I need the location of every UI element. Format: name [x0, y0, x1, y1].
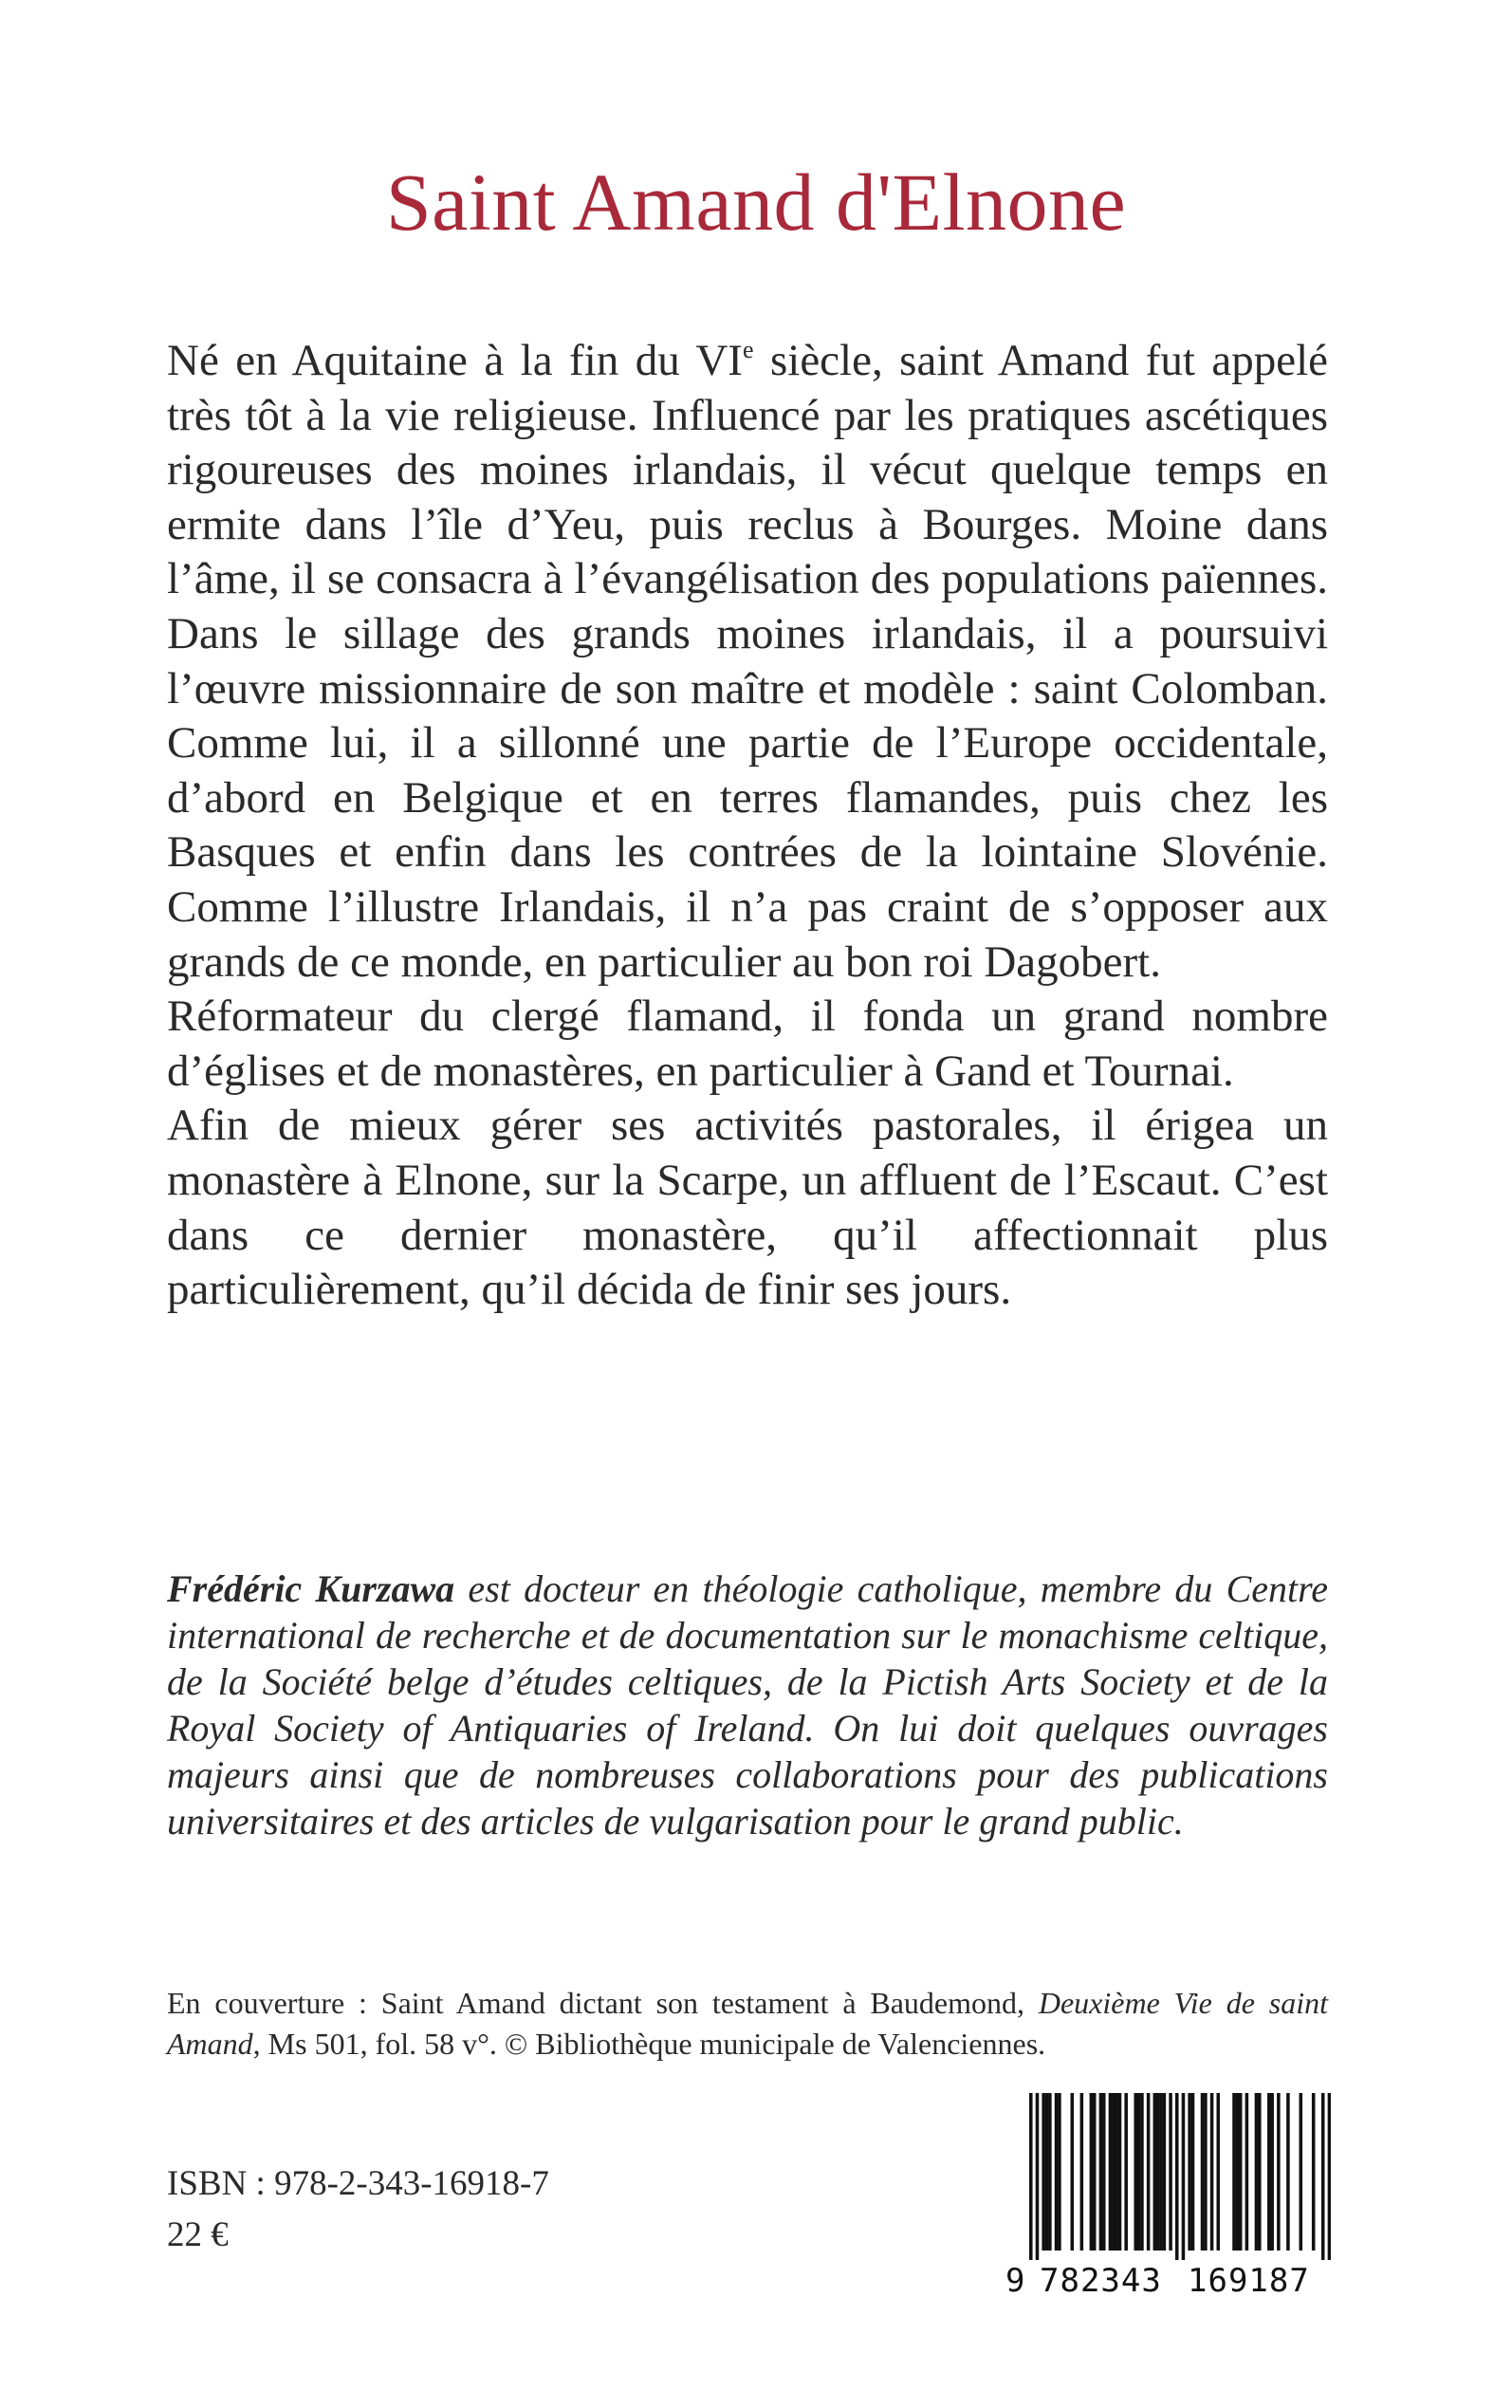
synopsis-paragraph-3: Afin de mieux gérer ses activités pastorales, il érigea un monastère à Elnone, sur la Scarpe, un affluent de l’Escaut. C’est dans ce dernier monastère, qu’il affectionnait plus particulièrement, qu’il décida de finir ses jours. — [167, 1101, 1328, 1315]
barcode-bar — [1137, 2093, 1141, 2251]
barcode-bar — [1058, 2093, 1061, 2251]
barcode-bar — [1239, 2093, 1243, 2251]
barcode-bar — [1102, 2093, 1106, 2251]
barcode-bars — [1029, 2093, 1331, 2260]
barcode-bar — [1204, 2093, 1208, 2251]
barcode-bar — [1090, 2093, 1094, 2251]
isbn: ISBN : 978-2-343-16918-7 — [167, 2164, 549, 2203]
barcode-bar — [1270, 2093, 1274, 2251]
barcode-bar — [1118, 2093, 1122, 2251]
barcode-bar — [1124, 2093, 1128, 2251]
barcode-bar — [1312, 2093, 1316, 2251]
barcode-bar — [1147, 2093, 1151, 2251]
cover-credit-work: Deuxième Vie de saint Amand — [167, 1986, 1329, 2061]
barcode-bar — [1191, 2093, 1195, 2251]
barcode-bar — [1188, 2093, 1191, 2251]
barcode-bar — [1210, 2093, 1214, 2251]
century-superscript: e — [742, 336, 754, 363]
barcode-bar — [1245, 2093, 1249, 2251]
barcode-bar — [1277, 2093, 1281, 2251]
barcode-bar — [1216, 2093, 1220, 2251]
barcode-bar — [1048, 2093, 1052, 2251]
barcode-bar — [1036, 2093, 1040, 2260]
barcode-bar — [1112, 2093, 1116, 2251]
barcode-bar — [1042, 2093, 1045, 2251]
cover-credit-prefix: En couverture : Saint Amand dictant son testament à Baudemond, — [167, 1986, 1039, 2020]
barcode-first-digit: 9 — [1005, 2262, 1026, 2300]
book-title: Saint Amand d'Elnone — [385, 157, 1127, 248]
barcode-bar — [1099, 2093, 1103, 2251]
synopsis-p1-rest: siècle, saint Amand fut appelé très tôt à la vie religieuse. Influencé par les pratiques ascétiques rigoureuses des moines irlandais, il vécut quelque temps en ermite dans l’île d’Yeu, puis reclus à Bourges. Moine dans l’âme, il se consacra à l’évangélisation des populations païennes. Dans le sillage des grands moines irlandais, il a poursuivi l’œuvre missionnaire de son maître et modèle : saint Colomban. Comme lui, il a sillonné une partie de l’Europe occidentale, d’abord en Belgique et en terres flamandes, puis chez les Basques et enfin dans les contrées de la lointaine Slovénie. Comme l’illustre Irlandais, il n’a pas craint de s’opposer aux grands de ce monde, en particulier au bon roi Dagobert. — [167, 336, 1328, 987]
synopsis-paragraph-1 — [167, 334, 1328, 990]
barcode-bar — [1182, 2093, 1186, 2260]
barcode-left-digits: 782343 — [1040, 2262, 1162, 2300]
barcode-bar — [1134, 2093, 1137, 2251]
barcode-bar — [1093, 2093, 1097, 2251]
cover-credit-suffix: , Ms 501, fol. 58 v°. © Bibliothèque municipale de Valenciennes. — [252, 2027, 1046, 2061]
barcode-bar — [1201, 2093, 1205, 2251]
barcode-bar — [1109, 2093, 1113, 2251]
synopsis — [167, 334, 1328, 1318]
barcode-bar — [1071, 2093, 1075, 2251]
barcode-bar — [1267, 2093, 1271, 2251]
barcode-right-digits: 169187 — [1188, 2262, 1310, 2300]
barcode-bar — [1321, 2093, 1325, 2260]
barcode-bar — [1175, 2093, 1179, 2260]
author-name: Frédéric Kurzawa — [167, 1567, 455, 1610]
barcode-bar — [1045, 2093, 1049, 2251]
barcode-bar — [1115, 2093, 1118, 2251]
synopsis-p1-start: Né en Aquitaine à la fin du VI — [167, 336, 743, 385]
barcode-bar — [1029, 2093, 1033, 2260]
barcode-bar — [1140, 2093, 1144, 2251]
barcode-bar — [1080, 2093, 1084, 2251]
author-bio — [167, 1565, 1328, 1844]
barcode-bar — [1159, 2093, 1163, 2251]
barcode-bar — [1300, 2093, 1303, 2251]
barcode-bar — [1236, 2093, 1240, 2251]
barcode-bar — [1258, 2093, 1262, 2251]
barcode-bar — [1328, 2093, 1331, 2260]
barcode-bar — [1255, 2093, 1259, 2251]
barcode-bar — [1153, 2093, 1157, 2251]
barcode-bar — [1232, 2093, 1236, 2251]
barcode-bar — [1055, 2093, 1059, 2251]
barcode-bar — [1286, 2093, 1290, 2251]
synopsis-paragraph-2: Réformateur du clergé flamand, il fonda un grand nombre d’églises et de monastères, en particulier à Gand et Tournai. — [167, 991, 1328, 1096]
barcode-bar — [1156, 2093, 1160, 2251]
price: 22 € — [167, 2215, 229, 2254]
barcode — [1029, 2093, 1331, 2260]
author-bio-text: est docteur en théologie catholique, membre du Centre international de recherche et de documentation sur le monachisme celtique, de la Société belge d’études celtiques, de la Pictish Arts Society et de la Royal Society of Antiquaries of Ireland. On lui doit quelques ouvrages majeurs ainsi que de nombreuses collaborations pour des publications universitaires et des articles de vulgarisation pour le grand public. — [167, 1567, 1328, 1843]
barcode-bar — [1169, 2093, 1172, 2251]
cover-credit — [167, 1983, 1328, 2065]
barcode-bar — [1163, 2093, 1167, 2251]
